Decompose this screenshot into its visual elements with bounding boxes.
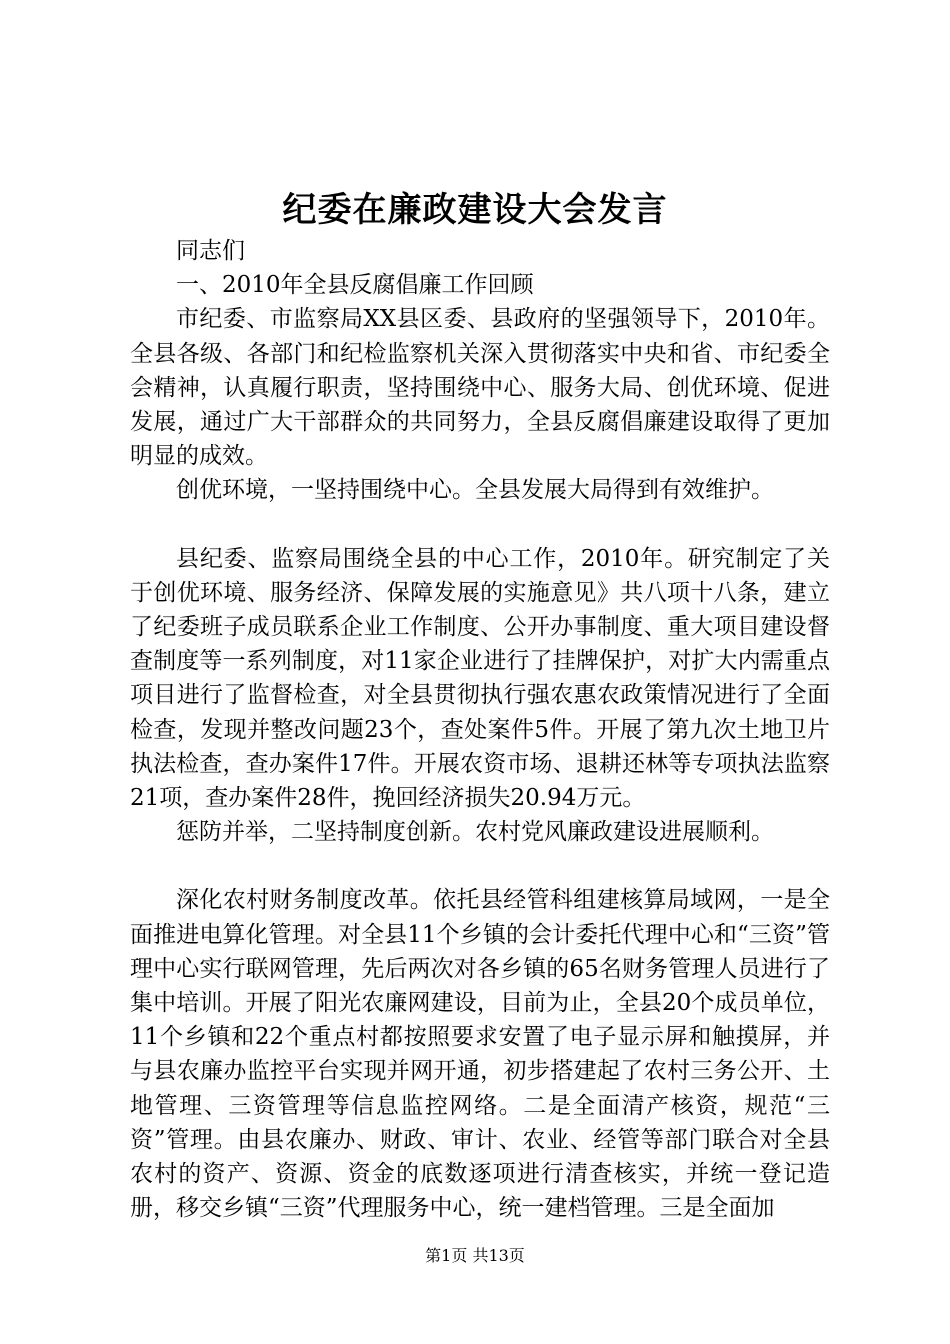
document-body (130, 234, 830, 1225)
section-heading: 一、2010年全县反腐倡廉工作回顾 (176, 272, 534, 299)
document-title: 纪委在廉政建设大会发言 (282, 190, 668, 230)
page-number-footer: 第1页 共13页 (425, 1246, 525, 1265)
salutation: 同志们 (176, 238, 245, 264)
subsection-heading: 惩防并举，二坚持制度创新。农村党风廉政建设进展顺利。 (176, 819, 774, 846)
body-paragraph: 深化农村财务制度改革。依托县经管科组建核算局域网，一是全面推进电算化管理。对全县11个乡镇的会计委托代理中心和“三资”管理中心实行联网管理，先后两次对各乡镇的65名财务管理人员进行了集中培训。开展了阳光农廉网建设，目前为止，全县20个成员单位，11个乡镇和22个重点村都按照要求安置了电子显示屏和触摸屏，并与县农廉办监控平台实现并网开通，初步搭建起了农村三务公开、土地管理、三资管理等信息监控网络。二是全面清产核资，规范“三资”管理。由县农廉办、财政、审计、农业、经管等部门联合对全县农村的资产、资源、资金的底数逐项进行清查核实，并统一登记造册，移交乡镇“三资”代理服务中心，统一建档管理。三是全面加 (130, 887, 830, 1222)
body-paragraph: 市纪委、市监察局XX县区委、县政府的坚强领导下，2010年。全县各级、各部门和纪检监察机关深入贯彻落实中央和省、市纪委全会精神，认真履行职责，坚持围绕中心、服务大局、创优环境、促进发展，通过广大干部群众的共同努力，全县反腐倡廉建设取得了更加明显的成效。 (130, 306, 830, 470)
subsection-heading: 创优环境，一坚持围绕中心。全县发展大局得到有效维护。 (176, 477, 774, 504)
body-paragraph: 县纪委、监察局围绕全县的中心工作，2010年。研究制定了关于创优环境、服务经济、保障发展的实施意见》共八项十八条，建立了纪委班子成员联系企业工作制度、公开办事制度、重大项目建设督查制度等一系列制度，对11家企业进行了挂牌保护，对扩大内需重点项目进行了监督检查，对全县贯彻执行强农惠农政策情况进行了全面检查，发现并整改问题23个，查处案件5件。开展了第九次土地卫片执法检查，查办案件17件。开展农资市场、退耕还林等专项执法监察21项，查办案件28件，挽回经济损失20.94万元。 (130, 545, 830, 812)
